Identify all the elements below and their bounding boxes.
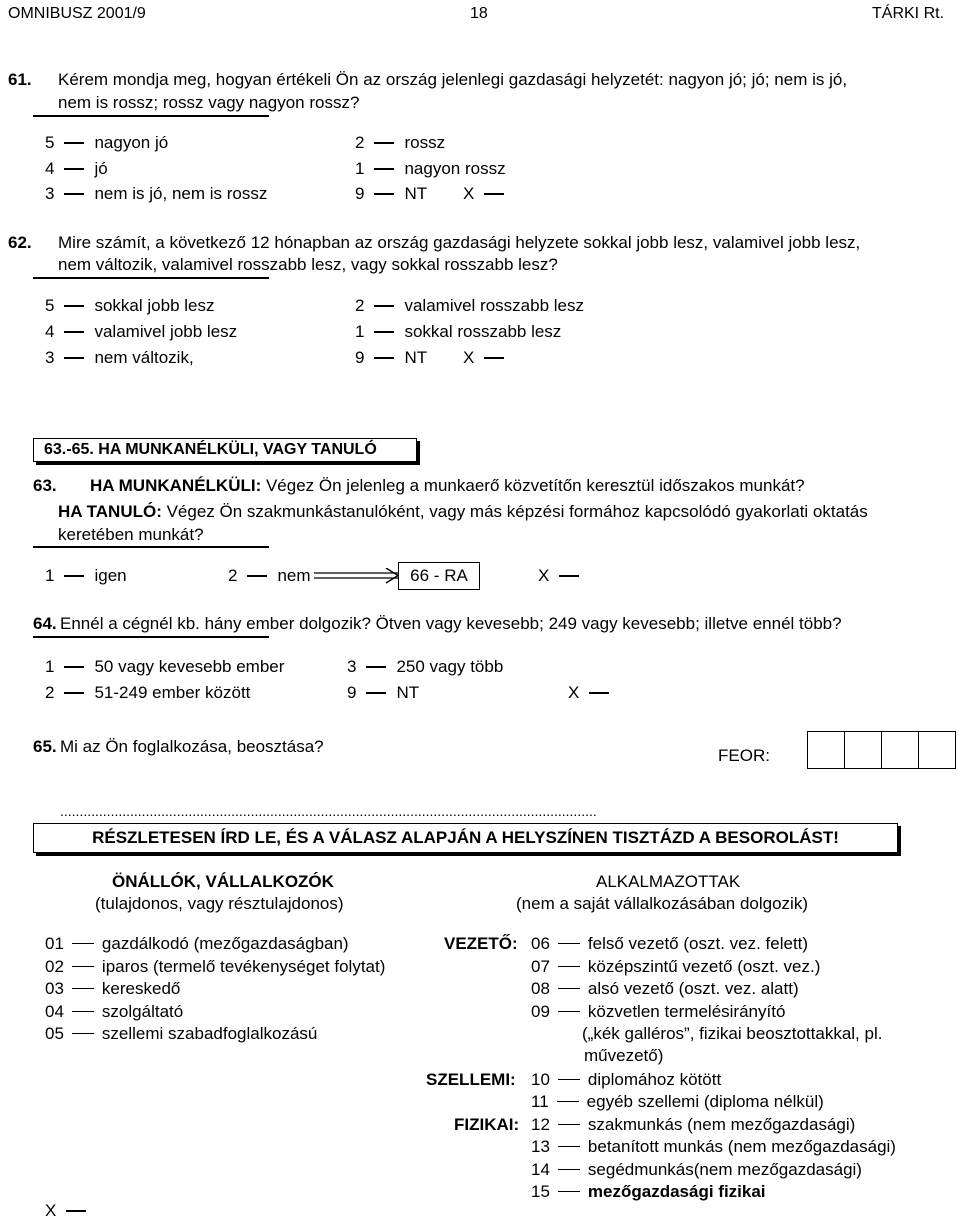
feor-code-boxes[interactable] <box>807 731 956 769</box>
occupation-note-line2: művezető) <box>584 1046 664 1065</box>
q64-text: Ennél a cégnél kb. hány ember dolgozik? Ötven vagy kevesebb; 249 vagy kevesebb; illetve ennél több? <box>60 614 842 633</box>
q65-text: Mi az Ön foglalkozása, beosztása? <box>60 737 324 756</box>
q64-option[interactable]: 2 51-249 ember között <box>45 683 251 702</box>
occupation-option[interactable]: 10 diplomához kötött <box>531 1070 722 1089</box>
q63-option-yes[interactable]: 1 igen <box>45 566 127 585</box>
q62-option[interactable]: 3 nem változik, <box>45 348 194 367</box>
section-title: 63.-65. HA MUNKANÉLKÜLI, VAGY TANULÓ <box>44 441 377 458</box>
occupation-option[interactable]: 15 mezőgazdasági fizikai <box>531 1182 766 1201</box>
q62-x-option[interactable]: X <box>463 348 514 368</box>
q62-number: 62. <box>8 233 32 252</box>
q62-underline <box>33 277 269 279</box>
left-col-title: ÖNÁLLÓK, VÁLLALKOZÓK <box>112 872 334 891</box>
q61-option[interactable]: 5 nagyon jó <box>45 133 169 152</box>
q65-number: 65. <box>33 737 57 756</box>
q61-option[interactable]: 2 rossz <box>355 133 446 152</box>
q63-line3: keretében munkát? <box>58 525 204 544</box>
q61-underline <box>33 115 269 117</box>
goto-box: 66 - RA <box>398 562 480 590</box>
q63-line1: HA MUNKANÉLKÜLI: Végez Ön jelenleg a munkaerő közvetítőn keresztül időszakos munkát? <box>90 476 805 495</box>
q61-option[interactable]: 9 NT <box>355 184 428 203</box>
page-number: 18 <box>470 5 488 22</box>
occupation-x-option[interactable]: X <box>45 1201 96 1221</box>
q64-underline <box>33 636 269 638</box>
occupation-option[interactable]: 09 közvetlen termelésirányító <box>531 1002 786 1021</box>
q61-text-line2: nem is rossz; rossz vagy nagyon rossz? <box>58 93 360 112</box>
feor-label: FEOR: <box>718 746 770 765</box>
q64-option[interactable]: 3 250 vagy több <box>347 657 504 676</box>
q62-option[interactable]: 9 NT <box>355 348 428 367</box>
occupation-option[interactable]: 14 segédmunkás(nem mezőgazdasági) <box>531 1160 862 1179</box>
occupation-note-line1: („kék galléros”, fizikai beosztottakkal, pl. <box>582 1024 883 1043</box>
q62-option[interactable]: 2 valamivel rosszabb lesz <box>355 296 584 315</box>
q61-x-option[interactable]: X <box>463 184 514 204</box>
instruction-banner: RÉSZLETESEN ÍRD LE, ÉS A VÁLASZ ALAPJÁN A HELYSZÍNEN TISZTÁZD A BESOROLÁST! <box>33 823 898 853</box>
occupation-option[interactable]: 03 kereskedő <box>45 979 181 998</box>
group-fizikai: FIZIKAI: <box>454 1115 520 1134</box>
occupation-option[interactable]: 01 gazdálkodó (mezőgazdaságban) <box>45 934 349 953</box>
q63-line2: HA TANULÓ: Végez Ön szakmunkástanulóként, vagy más képzési formához kapcsolódó gyakorlati oktatás <box>58 502 868 521</box>
q63-underline <box>33 546 269 548</box>
q61-option[interactable]: 1 nagyon rossz <box>355 159 506 178</box>
occupation-option[interactable]: 12 szakmunkás (nem mezőgazdasági) <box>531 1115 856 1134</box>
q61-option[interactable]: 4 jó <box>45 159 108 178</box>
q64-option[interactable]: 9 NT <box>347 683 420 702</box>
q64-number: 64. <box>33 614 57 633</box>
occupation-option[interactable]: 11 egyéb szellemi (diploma nélkül) <box>531 1092 824 1111</box>
left-col-subtitle: (tulajdonos, vagy résztulajdonos) <box>95 894 344 913</box>
q61-number: 61. <box>8 70 32 89</box>
occupation-option[interactable]: 13 betanított munkás (nem mezőgazdasági) <box>531 1137 896 1156</box>
q63-number: 63. <box>33 476 57 495</box>
q62-option[interactable]: 4 valamivel jobb lesz <box>45 322 238 341</box>
occupation-option[interactable]: 02 iparos (termelő tevékenységet folytat) <box>45 957 386 976</box>
q62-option[interactable]: 5 sokkal jobb lesz <box>45 296 215 315</box>
q61-option[interactable]: 3 nem is jó, nem is rossz <box>45 184 268 203</box>
answer-dotted-line[interactable]: .......................................................................................................................................... <box>60 803 597 819</box>
q61-text-line1: Kérem mondja meg, hogyan értékeli Ön az ország jelenlegi gazdasági helyzetét: nagyon jó; jó; nem is jó, <box>58 70 848 89</box>
q64-option[interactable]: 1 50 vagy kevesebb ember <box>45 657 285 676</box>
q62-text-line1: Mire számít, a következő 12 hónapban az ország gazdasági helyzete sokkal jobb lesz, valamivel jobb lesz, <box>58 233 861 252</box>
occupation-option[interactable]: 06 felső vezető (oszt. vez. felett) <box>531 934 809 953</box>
q63-option-no[interactable]: 2 nem <box>228 566 311 585</box>
q63-x-option[interactable]: X <box>538 566 589 586</box>
q62-text-line2: nem változik, valamivel rosszabb lesz, vagy sokkal rosszabb lesz? <box>58 255 558 274</box>
group-szellemi: SZELLEMI: <box>426 1070 516 1089</box>
q64-x-option[interactable]: X <box>568 683 619 703</box>
occupation-option[interactable]: 08 alsó vezető (oszt. vez. alatt) <box>531 979 799 998</box>
goto-arrow-icon <box>314 568 400 586</box>
right-col-subtitle: (nem a saját vállalkozásában dolgozik) <box>516 894 808 913</box>
occupation-option[interactable]: 05 szellemi szabadfoglalkozású <box>45 1024 318 1043</box>
header-left: OMNIBUSZ 2001/9 <box>8 5 146 22</box>
group-vezeto: VEZETŐ: <box>444 934 518 953</box>
header-right: TÁRKI Rt. <box>872 5 945 22</box>
occupation-option[interactable]: 07 középszintű vezető (oszt. vez.) <box>531 957 821 976</box>
occupation-option[interactable]: 04 szolgáltató <box>45 1002 184 1021</box>
q62-option[interactable]: 1 sokkal rosszabb lesz <box>355 322 562 341</box>
right-col-title: ALKALMAZOTTAK <box>596 872 741 891</box>
